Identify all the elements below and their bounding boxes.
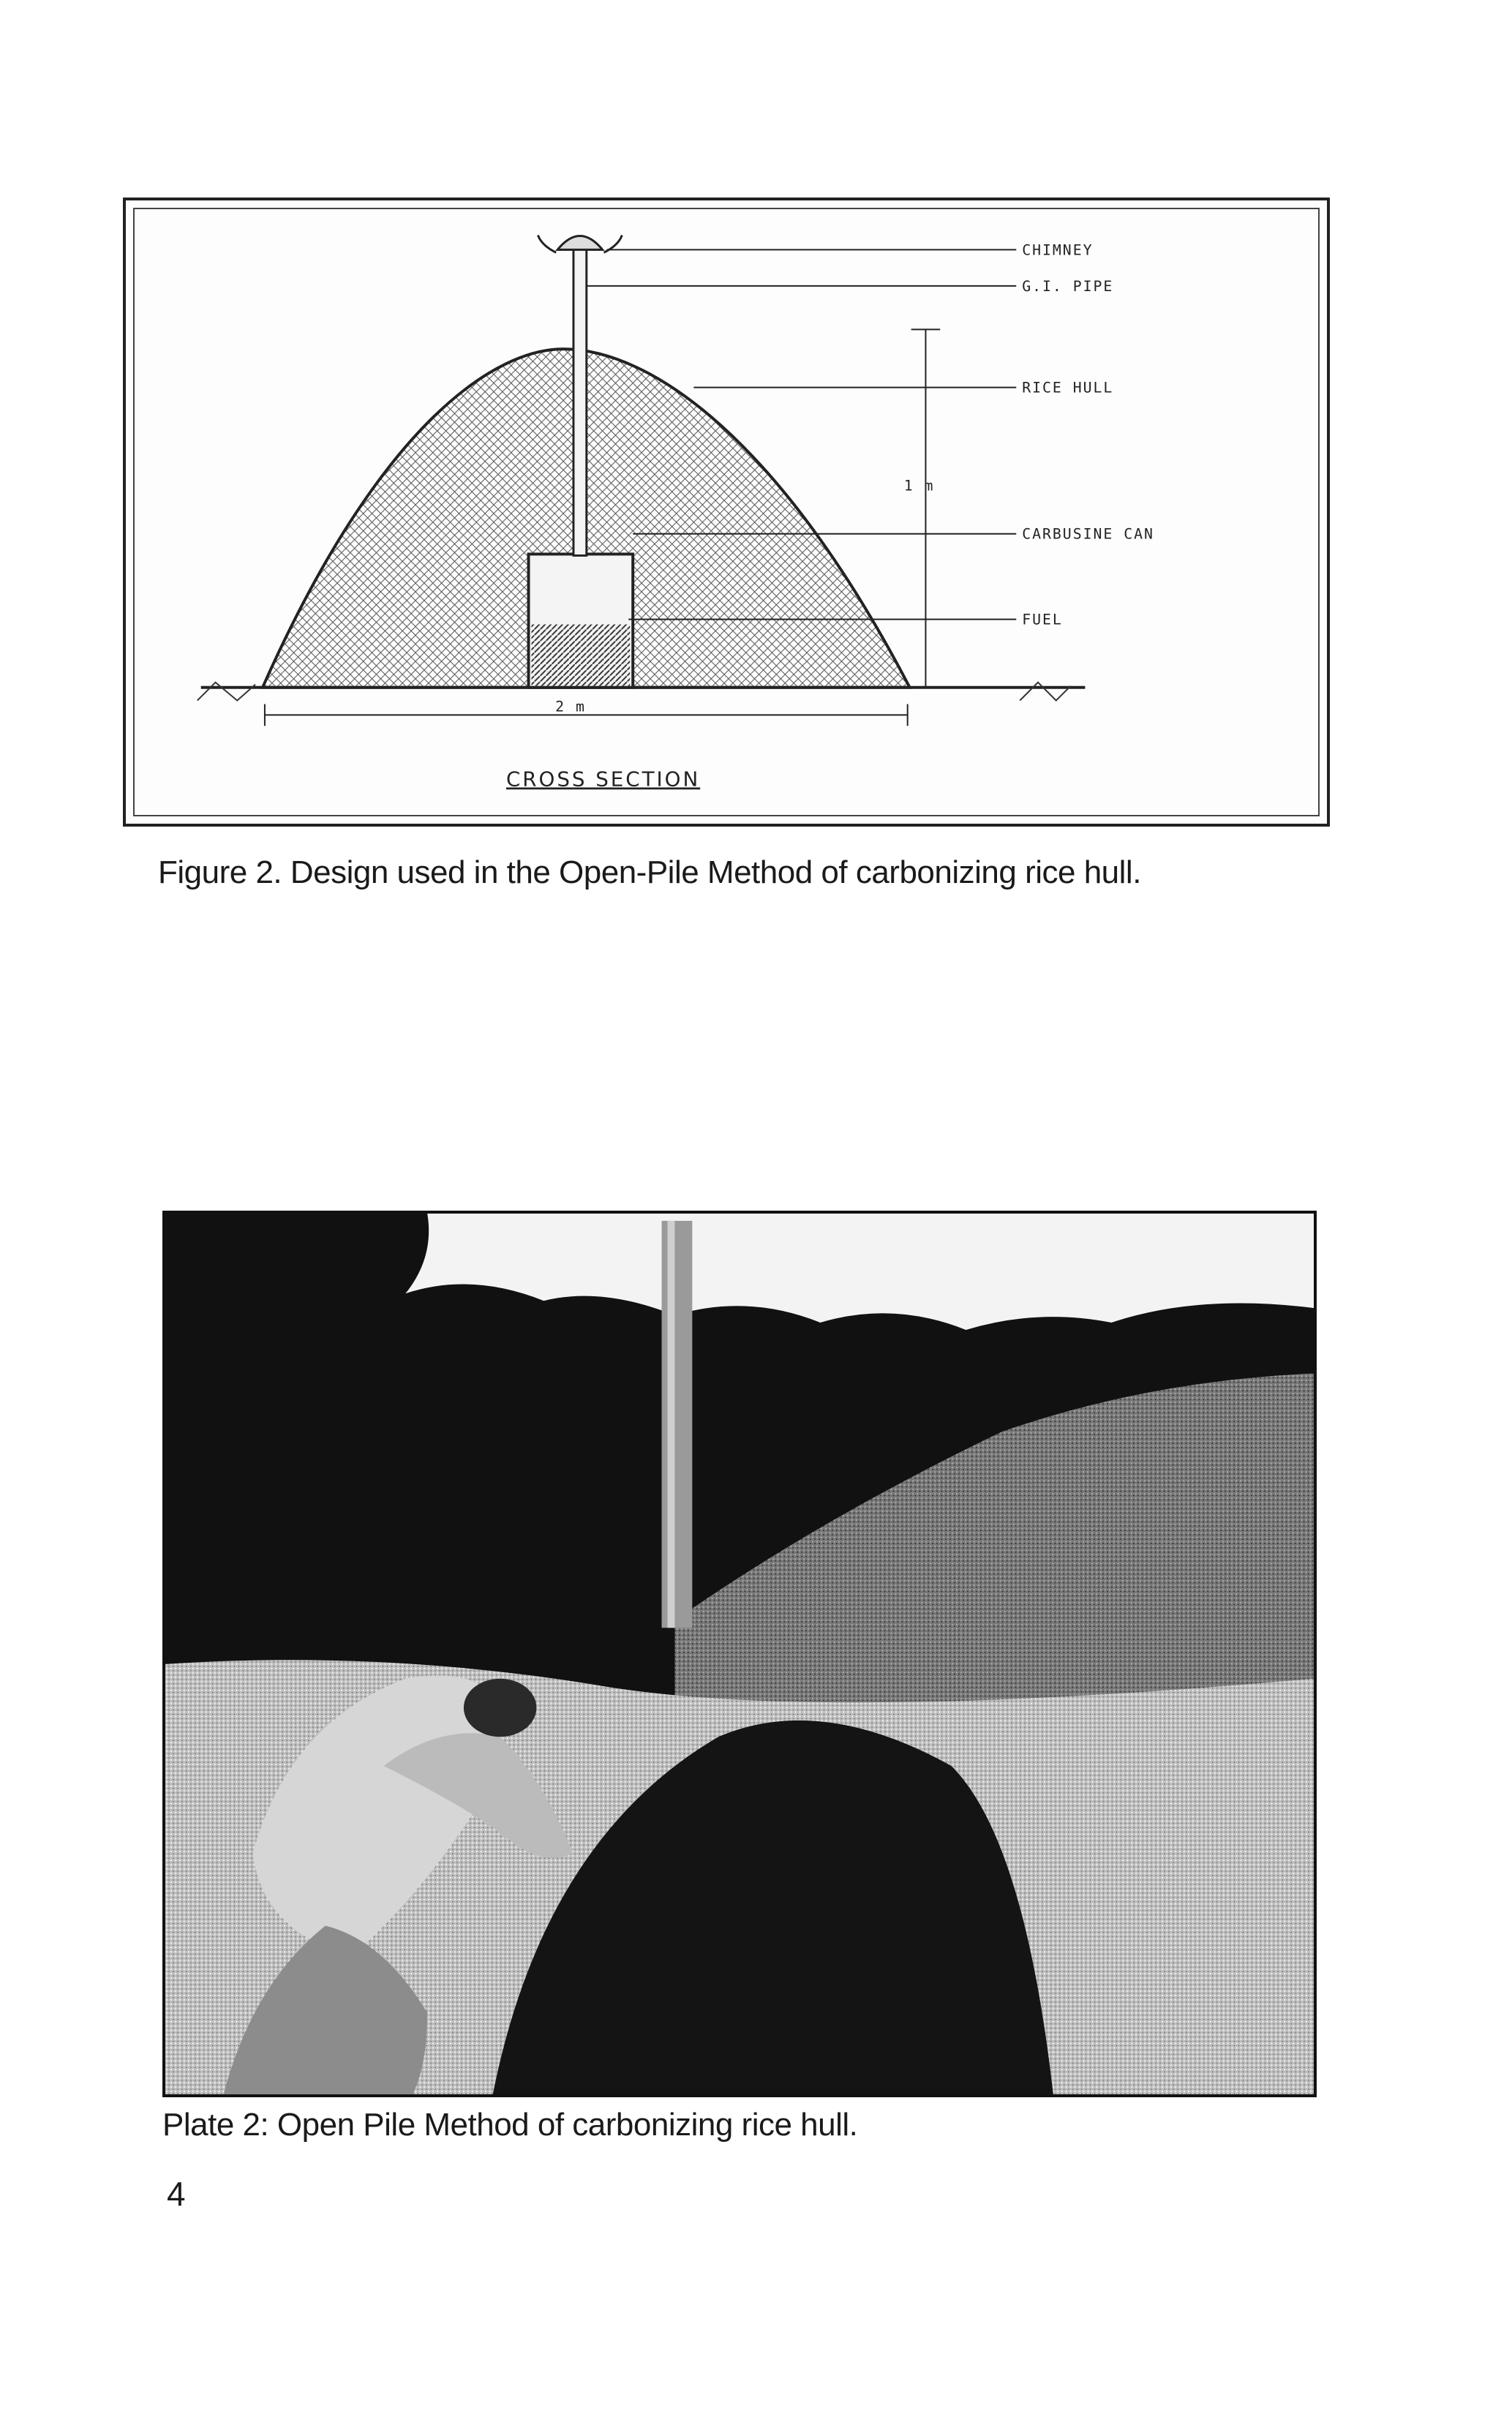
- label-carbusine-can: CARBUSINE CAN: [1022, 525, 1154, 543]
- page-number: 4: [167, 2175, 186, 2213]
- plate-2-photo: [162, 1211, 1317, 2097]
- figure-2-diagram: [123, 198, 1330, 827]
- label-gi-pipe: G.I. PIPE: [1022, 277, 1114, 295]
- plate-caption: Plate 2: Open Pile Method of carbonizing rice hull.: [162, 2107, 858, 2143]
- label-height: 1 m: [903, 477, 935, 495]
- diagram-title: CROSS SECTION: [505, 767, 701, 791]
- cross-section-diagram: [126, 200, 1327, 824]
- figure-caption: Figure 2. Design used in the Open-Pile Method of carbonizing rice hull.: [158, 854, 1141, 890]
- label-chimney: CHIMNEY: [1022, 241, 1094, 259]
- label-width: 2 m: [555, 698, 586, 715]
- fuel-fill: [532, 625, 631, 686]
- open-pile-photo-illustration: [165, 1214, 1314, 2094]
- label-rice-hull: RICE HULL: [1022, 379, 1114, 396]
- label-fuel: FUEL: [1022, 611, 1063, 628]
- gi-pipe: [573, 245, 587, 555]
